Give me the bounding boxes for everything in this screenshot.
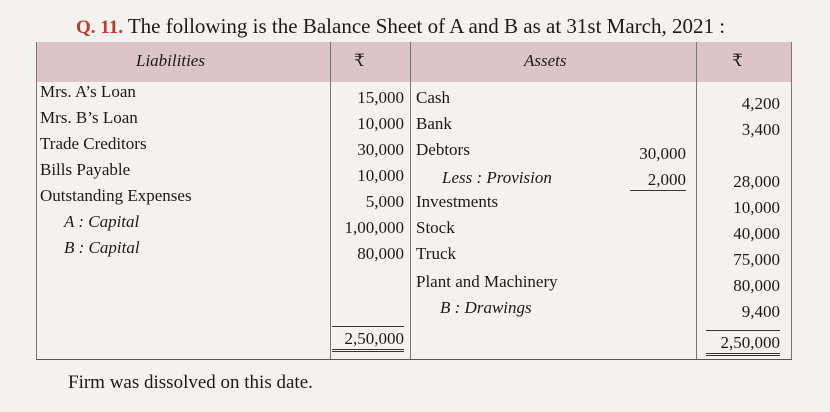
header-rupee-assets: ₹ xyxy=(732,51,743,70)
asset-amount: 9,400 xyxy=(741,302,780,321)
divider-middle xyxy=(410,42,411,360)
liabilities-total: 2,50,000 xyxy=(332,326,404,352)
liability-label: Trade Creditors xyxy=(40,134,147,153)
question-text xyxy=(76,14,725,39)
footer-note: Firm was dissolved on this date. xyxy=(68,372,313,393)
liability-amount: 10,000 xyxy=(357,166,404,185)
balance-sheet-table xyxy=(36,42,792,360)
asset-label: Investments xyxy=(416,192,499,211)
liability-label: Mrs. A’s Loan xyxy=(40,82,136,101)
asset-label: Debtors xyxy=(416,140,470,159)
liability-amount: 30,000 xyxy=(357,140,404,159)
asset-label: Truck xyxy=(416,244,456,263)
question-number: Q. 11. xyxy=(76,17,123,38)
asset-label: Cash xyxy=(416,88,450,107)
border-right xyxy=(791,42,792,360)
asset-label: Bank xyxy=(416,114,452,133)
header-assets: Assets xyxy=(524,51,567,70)
table-header xyxy=(36,42,792,82)
header-liabilities: Liabilities xyxy=(136,51,205,70)
liability-label: Mrs. B’s Loan xyxy=(40,108,138,127)
asset-amount: 4,200 xyxy=(741,94,780,113)
liability-label: B : Capital xyxy=(64,238,140,257)
asset-amount: 75,000 xyxy=(733,250,780,269)
asset-amount: 80,000 xyxy=(733,276,780,295)
asset-amount: 28,000 xyxy=(733,172,780,191)
liability-label: A : Capital xyxy=(64,212,140,231)
asset-amount: 3,400 xyxy=(741,120,780,139)
asset-sub-amount: 30,000 xyxy=(639,144,686,163)
asset-label: Less : Provision xyxy=(442,168,552,187)
divider-assets-amount xyxy=(696,42,697,360)
asset-sub-amount: 2,000 xyxy=(630,170,686,191)
liability-amount: 10,000 xyxy=(357,114,404,133)
asset-amount: 10,000 xyxy=(733,198,780,217)
question-body: The following is the Balance Sheet of A and B as at 31st March, 2021 : xyxy=(127,14,726,38)
liability-amount: 80,000 xyxy=(357,244,404,263)
assets-total: 2,50,000 xyxy=(706,330,780,356)
border-left xyxy=(36,42,37,360)
asset-label: B : Drawings xyxy=(440,298,532,317)
liability-label: Outstanding Expenses xyxy=(40,186,192,205)
table-bottom-border xyxy=(36,359,792,360)
liability-amount: 15,000 xyxy=(357,88,404,107)
liability-label: Bills Payable xyxy=(40,160,131,179)
header-rupee-liabilities: ₹ xyxy=(354,51,365,70)
liability-amount: 5,000 xyxy=(365,192,404,211)
asset-label: Stock xyxy=(416,218,455,237)
asset-amount: 40,000 xyxy=(733,224,780,243)
asset-label: Plant and Machinery xyxy=(416,272,558,291)
liability-amount: 1,00,000 xyxy=(344,218,404,237)
divider-liab-amount xyxy=(330,42,331,360)
